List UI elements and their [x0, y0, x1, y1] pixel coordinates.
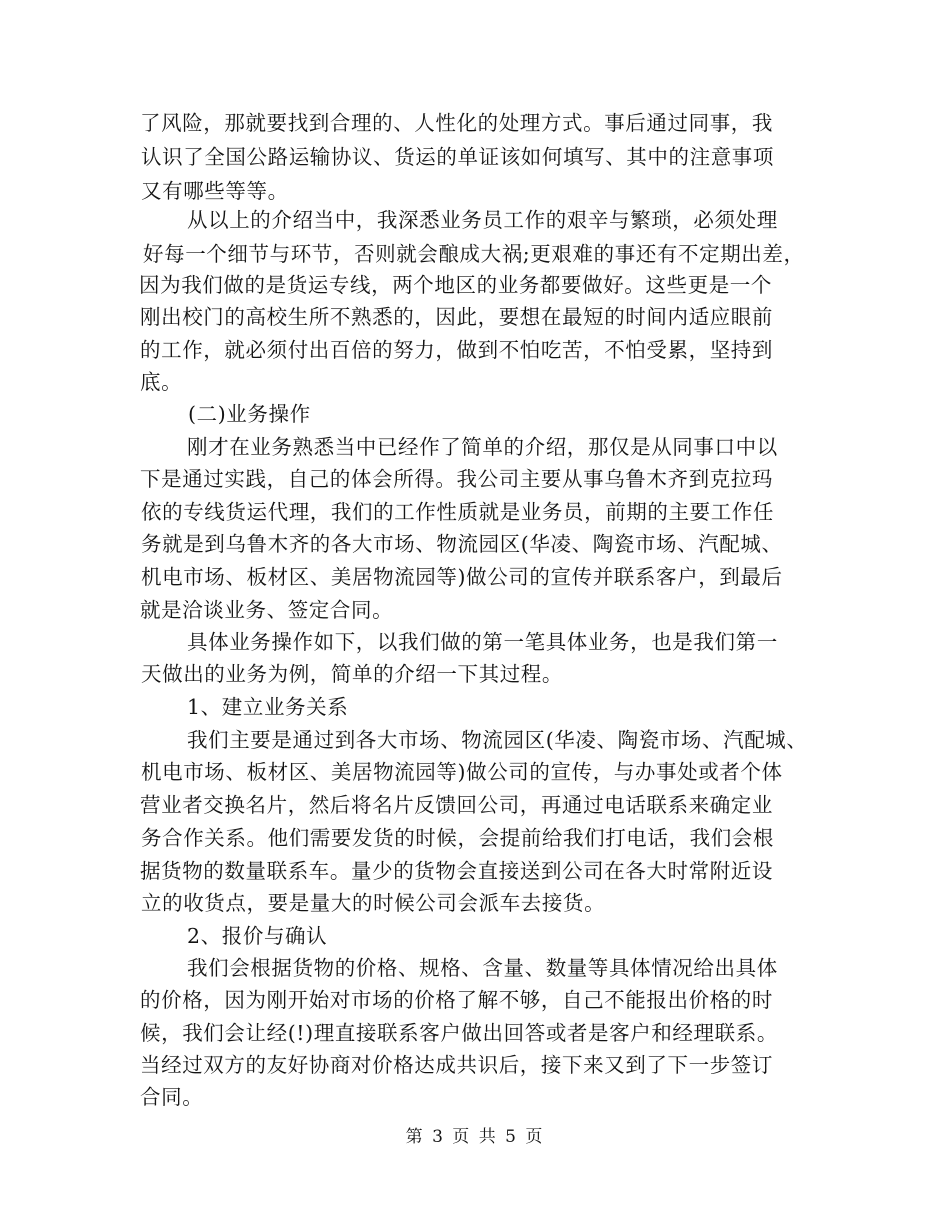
text-line: 刚才在业务熟悉当中已经作了简单的介绍，那仅是从同事口中以	[187, 435, 778, 459]
subsection-heading: 2、报价与确认	[187, 924, 328, 948]
text-line: 我们会根据货物的价格、规格、含量、数量等具体情况给出具体	[187, 956, 778, 980]
text-line: 候，我们会让经(!)理直接联系客户做出回答或者是客户和经理联系。	[140, 1021, 778, 1045]
text-line: 底。	[140, 370, 183, 394]
text-line: 立的收货点，要是量大的时候公司会派车去接货。	[141, 891, 606, 915]
text-line: 的价格，因为刚开始对市场的价格了解不够，自己不能报出价格的时	[140, 988, 773, 1012]
text-line: 务合作关系。他们需要发货的时候，会提前给我们打电话，我们会根	[141, 826, 774, 850]
text-line: 营业者交换名片，然后将名片反馈回公司，再通过电话联系来确定业	[140, 793, 773, 817]
text-line: 就是洽谈业务、签定合同。	[140, 598, 394, 622]
text-line: 具体业务操作如下，以我们做的第一笔具体业务，也是我们第一	[187, 630, 778, 654]
text-line: 认识了全国公路运输协议、货运的单证该如何填写、其中的注意事项	[141, 145, 774, 169]
text-line: 又有哪些等等。	[141, 179, 289, 203]
text-line: 机电市场、板材区、美居物流园等)做公司的宣传并联系客户，到最后	[141, 565, 783, 589]
text-line: 天做出的业务为例，简单的介绍一下其过程。	[141, 662, 563, 686]
subsection-heading: 1、建立业务关系	[187, 695, 349, 719]
text-line: 务就是到乌鲁木齐的各大市场、物流园区(华凌、陶瓷市场、汽配城、	[141, 532, 783, 556]
text-line: 机电市场、板材区、美居物流园等)做公司的宣传，与办事处或者个体	[141, 760, 783, 784]
text-line: 刚出校门的高校生所不熟悉的，因此，要想在最短的时间内适应眼前	[140, 305, 773, 329]
page-number-footer: 第 3 页 共 5 页	[405, 1127, 545, 1147]
text-line: 据货物的数量联系车。量少的货物会直接送到公司在各大时常附近设	[140, 859, 773, 883]
section-heading: (二)业务操作	[188, 402, 311, 426]
text-line: 了风险，那就要找到合理的、人性化的处理方式。事后通过同事，我	[140, 111, 773, 135]
text-line: 下是通过实践，自己的体会所得。我公司主要从事乌鲁木齐到克拉玛	[140, 467, 773, 491]
text-line: 我们主要是通过到各大市场、物流园区(华凌、陶瓷市场、汽配城、	[187, 728, 808, 752]
text-line: 的工作，就必须付出百倍的努力，做到不怕吃苦，不怕受累，坚持到	[140, 338, 773, 362]
text-line: 因为我们做的是货运专线，两个地区的业务都要做好。这些更是一个	[139, 273, 772, 297]
text-line: 好每一个细节与环节，否则就会酿成大祸;更艰难的事还有不定期出差，	[143, 242, 805, 266]
text-line: 当经过双方的友好协商对价格达成共识后，接下来又到了下一步签订	[140, 1053, 773, 1077]
text-line: 合同。	[140, 1085, 204, 1109]
text-line: 依的专线货运代理，我们的工作性质就是业务员，前期的主要工作任	[141, 500, 774, 524]
text-line: 从以上的介绍当中，我深悉业务员工作的艰辛与繁琐，必须处理	[187, 208, 778, 232]
